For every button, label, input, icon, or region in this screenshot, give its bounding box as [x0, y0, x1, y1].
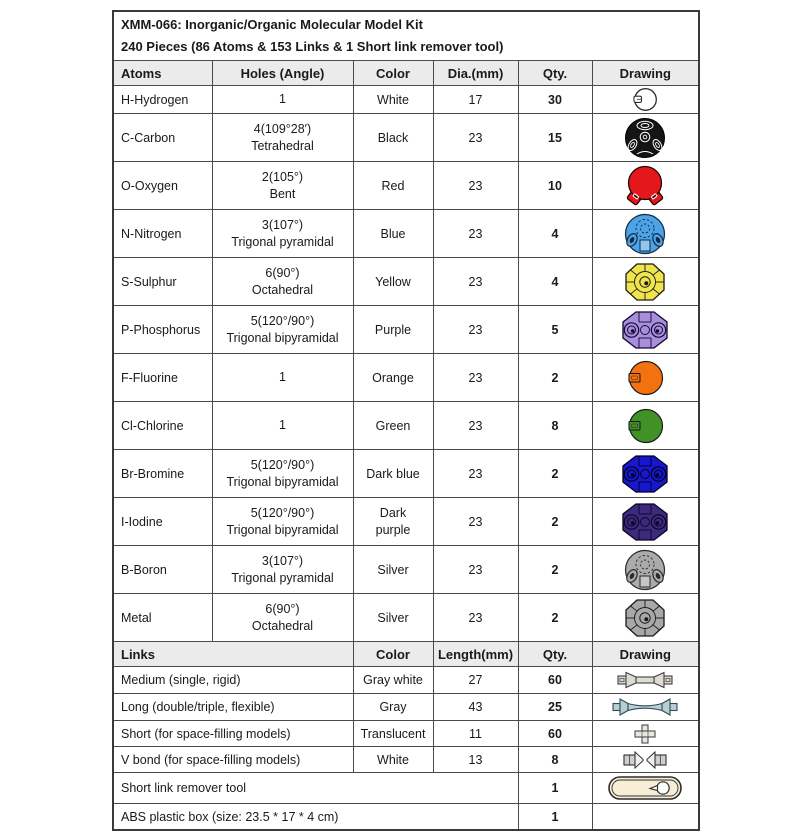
cell-line: Trigonal bipyramidal: [226, 522, 339, 537]
atom-row: [113, 354, 699, 402]
color-cell: Dark blue: [353, 450, 433, 498]
drawing-cell: [592, 721, 699, 747]
long-link-drawing: [611, 695, 679, 719]
holes-cell: [212, 498, 353, 546]
qty-cell: 2: [518, 546, 592, 594]
cell-line: 5(120°/90°): [250, 313, 315, 328]
cell-line: 1: [279, 418, 286, 432]
atom-name-cell: Cl-Chlorine: [113, 402, 212, 450]
kit-title-cell: [113, 11, 699, 61]
links-header-drawing: Drawing: [592, 642, 699, 667]
cell-line: purple: [375, 522, 411, 537]
oxygen-atom-drawing: [622, 164, 668, 208]
qty-cell: 2: [518, 450, 592, 498]
qty-cell: 2: [518, 594, 592, 642]
cell-line: Bent: [269, 186, 296, 201]
atoms-header-row: [113, 61, 699, 86]
dia-cell: 23: [433, 354, 518, 402]
drawing-cell: [592, 258, 699, 306]
color-cell: [353, 498, 433, 546]
link-name-cell: Medium (single, rigid): [113, 667, 353, 694]
cell-line: 1: [279, 370, 286, 384]
holes-cell: [212, 162, 353, 210]
qty-cell: 1: [518, 773, 592, 804]
atoms-header-atoms: Atoms: [113, 61, 212, 86]
medium-link-drawing: [616, 668, 674, 692]
holes-cell: [212, 402, 353, 450]
qty-cell: 4: [518, 210, 592, 258]
links-header-length-mm: Length(mm): [433, 642, 518, 667]
drawing-cell: [592, 773, 699, 804]
extra-row: [113, 773, 699, 804]
qty-cell: 25: [518, 694, 592, 721]
qty-cell: 2: [518, 354, 592, 402]
extra-name-cell: Short link remover tool: [113, 773, 518, 804]
atoms-header-dia-mm: Dia.(mm): [433, 61, 518, 86]
nitrogen-atom-drawing: [623, 212, 667, 256]
links-header-links: Links: [113, 642, 353, 667]
dia-cell: 23: [433, 258, 518, 306]
holes-cell: [212, 306, 353, 354]
cell-line: Octahedral: [251, 618, 314, 633]
extra-name-cell: ABS plastic box (size: 23.5 * 17 * 4 cm): [113, 804, 518, 831]
dia-cell: 23: [433, 594, 518, 642]
cell-line: Octahedral: [251, 282, 314, 297]
atoms-header-qty: Qty.: [518, 61, 592, 86]
kit-table: [112, 10, 700, 831]
qty-cell: 1: [518, 804, 592, 831]
empty-drawing-cell: [592, 804, 699, 831]
atom-name-cell: O-Oxygen: [113, 162, 212, 210]
qty-cell: 8: [518, 747, 592, 773]
drawing-cell: [592, 498, 699, 546]
short-link-drawing: [633, 723, 657, 745]
holes-cell: [212, 354, 353, 402]
color-cell: Black: [353, 114, 433, 162]
atom-name-cell: C-Carbon: [113, 114, 212, 162]
holes-cell: [212, 114, 353, 162]
kit-subtitle: 240 Pieces (86 Atoms & 153 Links & 1 Short link remover tool): [121, 39, 504, 54]
atoms-header-color: Color: [353, 61, 433, 86]
drawing-cell: [592, 210, 699, 258]
color-cell: Silver: [353, 546, 433, 594]
metal-atom-drawing: [624, 598, 666, 638]
cell-line: 6(90°): [265, 265, 300, 280]
link-row: [113, 747, 699, 773]
atom-row: [113, 546, 699, 594]
link-row: [113, 694, 699, 721]
atom-row: [113, 402, 699, 450]
bromine-atom-drawing: [621, 454, 669, 494]
atom-row: [113, 258, 699, 306]
dia-cell: 23: [433, 402, 518, 450]
qty-cell: 15: [518, 114, 592, 162]
atom-name-cell: F-Fluorine: [113, 354, 212, 402]
atom-row: [113, 114, 699, 162]
v-bond-link-drawing: [622, 749, 668, 771]
color-cell: Orange: [353, 354, 433, 402]
qty-cell: 5: [518, 306, 592, 354]
cell-line: 6(90°): [265, 601, 300, 616]
links-header-row: [113, 642, 699, 667]
atom-name-cell: I-Iodine: [113, 498, 212, 546]
cell-line: 4(109°28′): [253, 121, 312, 136]
cell-line: Trigonal pyramidal: [231, 234, 334, 249]
color-cell: Red: [353, 162, 433, 210]
drawing-cell: [592, 402, 699, 450]
color-cell: Yellow: [353, 258, 433, 306]
cell-line: 5(120°/90°): [250, 457, 315, 472]
qty-cell: 30: [518, 86, 592, 114]
qty-cell: 60: [518, 721, 592, 747]
drawing-cell: [592, 747, 699, 773]
cell-line: 1: [279, 92, 286, 106]
phosphorus-atom-drawing: [621, 310, 669, 350]
atom-name-cell: S-Sulphur: [113, 258, 212, 306]
carbon-atom-drawing: [623, 116, 667, 160]
holes-cell: [212, 210, 353, 258]
length-cell: 13: [433, 747, 518, 773]
atom-row: [113, 498, 699, 546]
atom-row: [113, 594, 699, 642]
dia-cell: 23: [433, 306, 518, 354]
length-cell: 11: [433, 721, 518, 747]
cell-line: Trigonal bipyramidal: [226, 330, 339, 345]
atoms-header-drawing: Drawing: [592, 61, 699, 86]
link-row: [113, 667, 699, 694]
atom-row: [113, 86, 699, 114]
atom-row: [113, 450, 699, 498]
holes-cell: [212, 546, 353, 594]
qty-cell: 10: [518, 162, 592, 210]
atom-name-cell: N-Nitrogen: [113, 210, 212, 258]
length-cell: 43: [433, 694, 518, 721]
holes-cell: [212, 450, 353, 498]
fluorine-atom-drawing: [625, 359, 665, 397]
links-header-qty: Qty.: [518, 642, 592, 667]
atom-name-cell: Metal: [113, 594, 212, 642]
atom-row: [113, 306, 699, 354]
extra-row: [113, 804, 699, 831]
drawing-cell: [592, 594, 699, 642]
atoms-header-holes-angle: Holes (Angle): [212, 61, 353, 86]
drawing-cell: [592, 546, 699, 594]
holes-cell: [212, 594, 353, 642]
dia-cell: 23: [433, 546, 518, 594]
qty-cell: 60: [518, 667, 592, 694]
color-cell: Blue: [353, 210, 433, 258]
links-header-color: Color: [353, 642, 433, 667]
drawing-cell: [592, 450, 699, 498]
remover-tool-drawing: [607, 774, 683, 802]
cell-line: Trigonal bipyramidal: [226, 474, 339, 489]
color-cell: Green: [353, 402, 433, 450]
color-cell: Translucent: [353, 721, 433, 747]
cell-line: 5(120°/90°): [250, 505, 315, 520]
color-cell: White: [353, 86, 433, 114]
dia-cell: 23: [433, 498, 518, 546]
atom-name-cell: Br-Bromine: [113, 450, 212, 498]
dia-cell: 23: [433, 162, 518, 210]
qty-cell: 2: [518, 498, 592, 546]
dia-cell: 23: [433, 450, 518, 498]
hydrogen-atom-drawing: [629, 87, 661, 112]
cell-line: Dark: [379, 505, 407, 520]
drawing-cell: [592, 86, 699, 114]
holes-cell: [212, 86, 353, 114]
holes-cell: [212, 258, 353, 306]
drawing-cell: [592, 354, 699, 402]
link-name-cell: Short (for space-filling models): [113, 721, 353, 747]
color-cell: White: [353, 747, 433, 773]
iodine-atom-drawing: [621, 502, 669, 542]
color-cell: Purple: [353, 306, 433, 354]
cell-line: 3(107°): [261, 553, 304, 568]
atom-name-cell: P-Phosphorus: [113, 306, 212, 354]
dia-cell: 17: [433, 86, 518, 114]
atom-name-cell: B-Boron: [113, 546, 212, 594]
drawing-cell: [592, 162, 699, 210]
color-cell: Gray: [353, 694, 433, 721]
kit-title: XMM-066: Inorganic/Organic Molecular Model Kit: [121, 17, 423, 32]
sulphur-atom-drawing: [624, 262, 666, 302]
link-name-cell: V bond (for space-filling models): [113, 747, 353, 773]
atom-row: [113, 210, 699, 258]
chlorine-atom-drawing: [625, 407, 665, 445]
cell-line: Tetrahedral: [251, 138, 314, 153]
color-cell: Gray white: [353, 667, 433, 694]
drawing-cell: [592, 667, 699, 694]
cell-line: 2(105°): [261, 169, 304, 184]
qty-cell: 4: [518, 258, 592, 306]
qty-cell: 8: [518, 402, 592, 450]
drawing-cell: [592, 306, 699, 354]
dia-cell: 23: [433, 114, 518, 162]
color-cell: Silver: [353, 594, 433, 642]
drawing-cell: [592, 694, 699, 721]
boron-atom-drawing: [623, 548, 667, 592]
atom-row: [113, 162, 699, 210]
link-row: [113, 721, 699, 747]
cell-line: 3(107°): [261, 217, 304, 232]
link-name-cell: Long (double/triple, flexible): [113, 694, 353, 721]
atom-name-cell: H-Hydrogen: [113, 86, 212, 114]
cell-line: Trigonal pyramidal: [231, 570, 334, 585]
dia-cell: 23: [433, 210, 518, 258]
title-row: [113, 11, 699, 61]
drawing-cell: [592, 114, 699, 162]
length-cell: 27: [433, 667, 518, 694]
